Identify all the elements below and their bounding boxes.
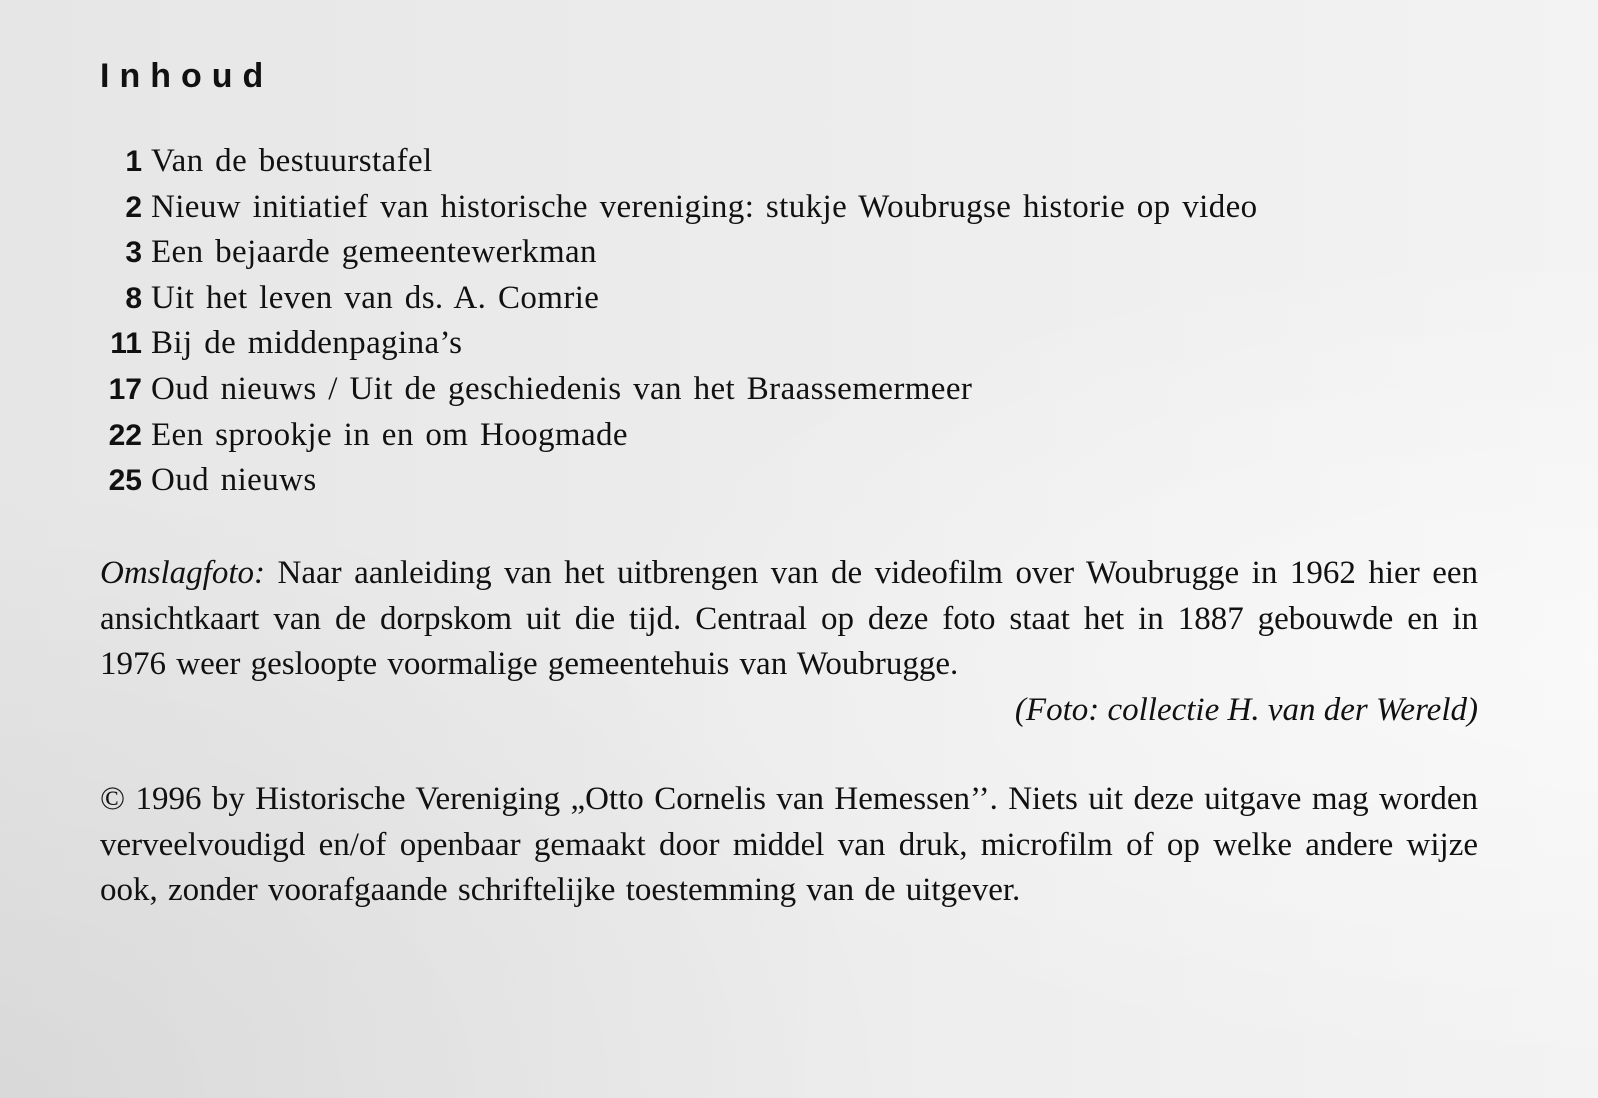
toc-entry (96, 417, 1258, 463)
toc-page-number: 25 (108, 464, 142, 498)
toc-title: Nieuw initiatief van historische vereniging: stukje Woubrugse historie op video (151, 188, 1258, 225)
cover-photo-label: Omslagfoto: (100, 555, 265, 591)
cover-photo-text: Naar aanleiding van het uitbrengen van de videofilm over Woubrugge in 1962 hier een ansichtkaart van de dorpskom uit die tijd. Centraal op deze foto staat het in 1887 gebouwde en in 1976 weer gesloopte voormalige gemeentehuis van Woubrugge. (100, 555, 1479, 682)
toc-entry (96, 189, 1258, 235)
photo-credit: (Foto: collectie H. van der Wereld) (1014, 692, 1478, 728)
toc-page-number: 3 (125, 236, 142, 270)
toc-title: Oud nieuws / Uit de geschiedenis van het Braassemermeer (151, 370, 973, 407)
toc-page-number: 2 (125, 190, 142, 224)
toc-entry (96, 143, 1258, 189)
page-title: Inhoud (100, 57, 274, 95)
toc-entry (96, 280, 1258, 326)
toc-title: Van de bestuurstafel (151, 143, 433, 179)
table-of-contents (96, 143, 1258, 508)
toc-title: Oud nieuws (151, 462, 317, 499)
toc-entry (96, 371, 1258, 417)
toc-title: Een sprookje in en om Hoogmade (151, 416, 628, 453)
copyright-notice: © 1996 by Historische Vereniging „Otto Cornelis van Hemessen’’. Niets uit deze uitgave mag worden verveelvoudigd en/of openbaar gemaakt door middel van druk, microfilm of op welke andere wijze ook, zonder voorafgaande schriftelijke toestemming van de uitgever. (100, 781, 1478, 908)
toc-page-number: 1 (125, 145, 142, 178)
toc-title: Een bejaarde gemeentewerkman (151, 234, 597, 271)
toc-title: Bij de middenpagina’s (151, 325, 463, 362)
toc-page-number: 22 (108, 418, 142, 452)
toc-page-number: 17 (108, 372, 142, 406)
toc-title: Uit het leven van ds. A. Comrie (151, 279, 600, 316)
toc-page-number: 11 (110, 327, 142, 361)
toc-entry (96, 462, 1258, 508)
toc-entry (96, 325, 1258, 371)
toc-entry (96, 234, 1258, 280)
toc-page-number: 8 (125, 281, 142, 315)
cover-photo-caption (100, 551, 1478, 688)
